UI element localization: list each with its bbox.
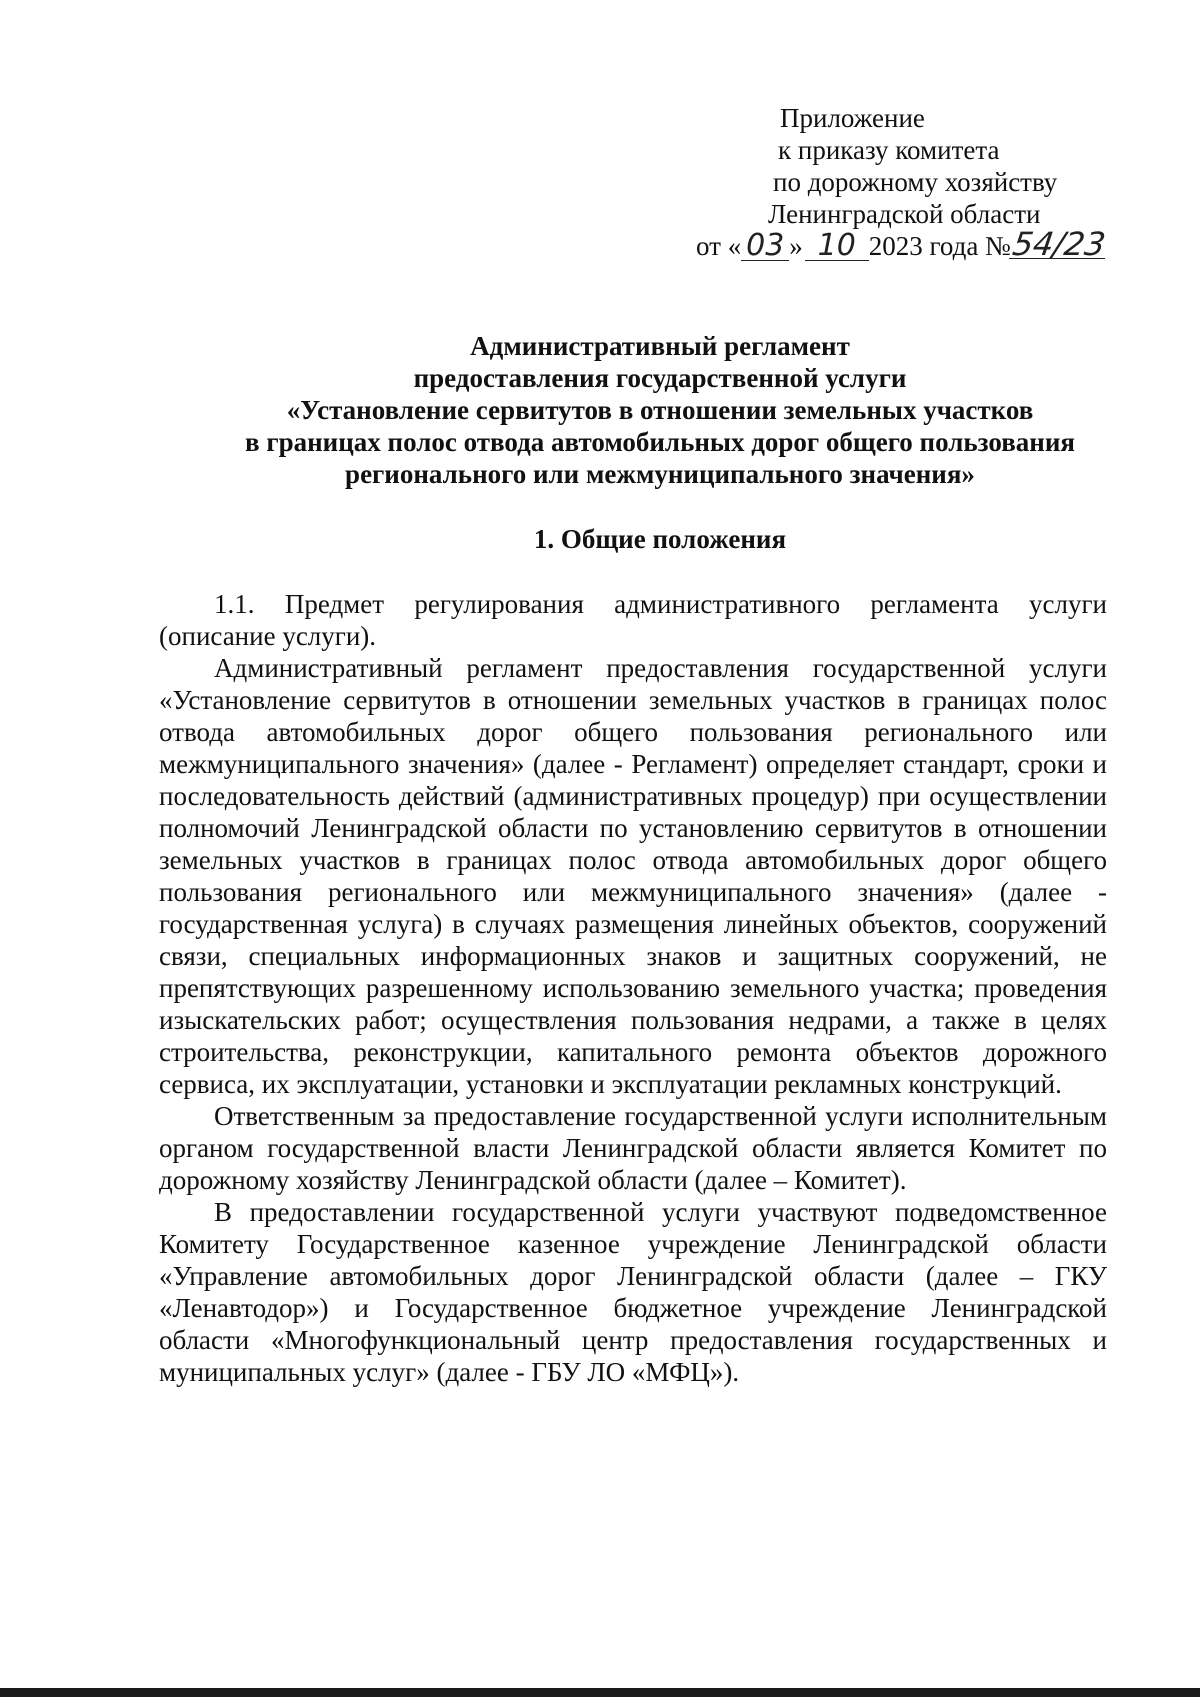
annex-line-3: по дорожному хозяйству xyxy=(773,167,1058,197)
date-mid: » xyxy=(789,231,803,261)
title-line-2: предоставления государственной услуги xyxy=(413,363,907,393)
document-title xyxy=(120,330,1200,490)
paragraph: 1.1. Предмет регулирования административного регламента услуги (описание услуги). xyxy=(159,589,1107,651)
order-date-line xyxy=(696,225,1170,263)
handwritten-month: 10 xyxy=(805,232,869,261)
handwritten-day: 03 xyxy=(741,232,789,261)
paragraph: Административный регламент предоставления государственной услуги «Установление сервитутов в отношении земельных участков в границах полос отвода автомобильных дорог общего пользования регионального или межмуниципального значения» (далее - Регламент) определяет стандарт, сроки и последовательность действий (административных процедур) при осуществлении полномочий Ленинградской области по установлению сервитутов в отношении земельных участков в границах полос отвода автомобильных дорог общего пользования регионального или межмуниципального значения» (далее - государственная услуга) в случаях размещения линейных объектов, сооружений связи, специальных информационных знаков и защитных сооружений, не препятствующих разрешенному использованию земельного участка; проведения изыскательских работ; осуществления пользования недрами, а также в целях строительства, реконструкции, капитального ремонта объектов дорожного сервиса, их эксплуатации, установки и эксплуатации рекламных конструкций. xyxy=(159,653,1107,1099)
annex-line-2: к приказу комитета xyxy=(778,135,1000,165)
date-year-text: 2023 года № xyxy=(868,231,1011,261)
paragraph: В предоставлении государственной услуги участвуют подведомственное Комитету Государственное казенное учреждение Ленинградской области «Управление автомобильных дорог Ленинградской области (далее – ГКУ «Ленавтодор») и Государственное бюджетное учреждение Ленинградской области «Многофункциональный центр предоставления государственных и муниципальных услуг» (далее - ГБУ ЛО «МФЦ»). xyxy=(159,1197,1107,1387)
annex-block xyxy=(696,102,1170,263)
annex-line-4: Ленинградской области xyxy=(768,199,1041,229)
paragraph: Ответственным за предоставление государственной услуги исполнительным органом государственной власти Ленинградской области является Комитет по дорожному хозяйству Ленинградской области (далее – Комитет). xyxy=(159,1101,1107,1195)
title-line-1: Административный регламент xyxy=(470,331,850,361)
title-line-3: «Установление сервитутов в отношении земельных участков xyxy=(286,395,1034,425)
title-line-4: в границах полос отвода автомобильных дорог общего пользования xyxy=(245,427,1075,457)
handwritten-order-number: 54/23 xyxy=(1010,225,1108,263)
annex-line-1: Приложение xyxy=(780,103,925,133)
document-body xyxy=(159,588,1107,1388)
section-heading: 1. Общие положения xyxy=(533,524,787,554)
scan-edge xyxy=(0,1688,1200,1697)
date-prefix: от « xyxy=(696,231,742,261)
title-line-5: регионального или межмуниципального значения» xyxy=(345,459,975,489)
